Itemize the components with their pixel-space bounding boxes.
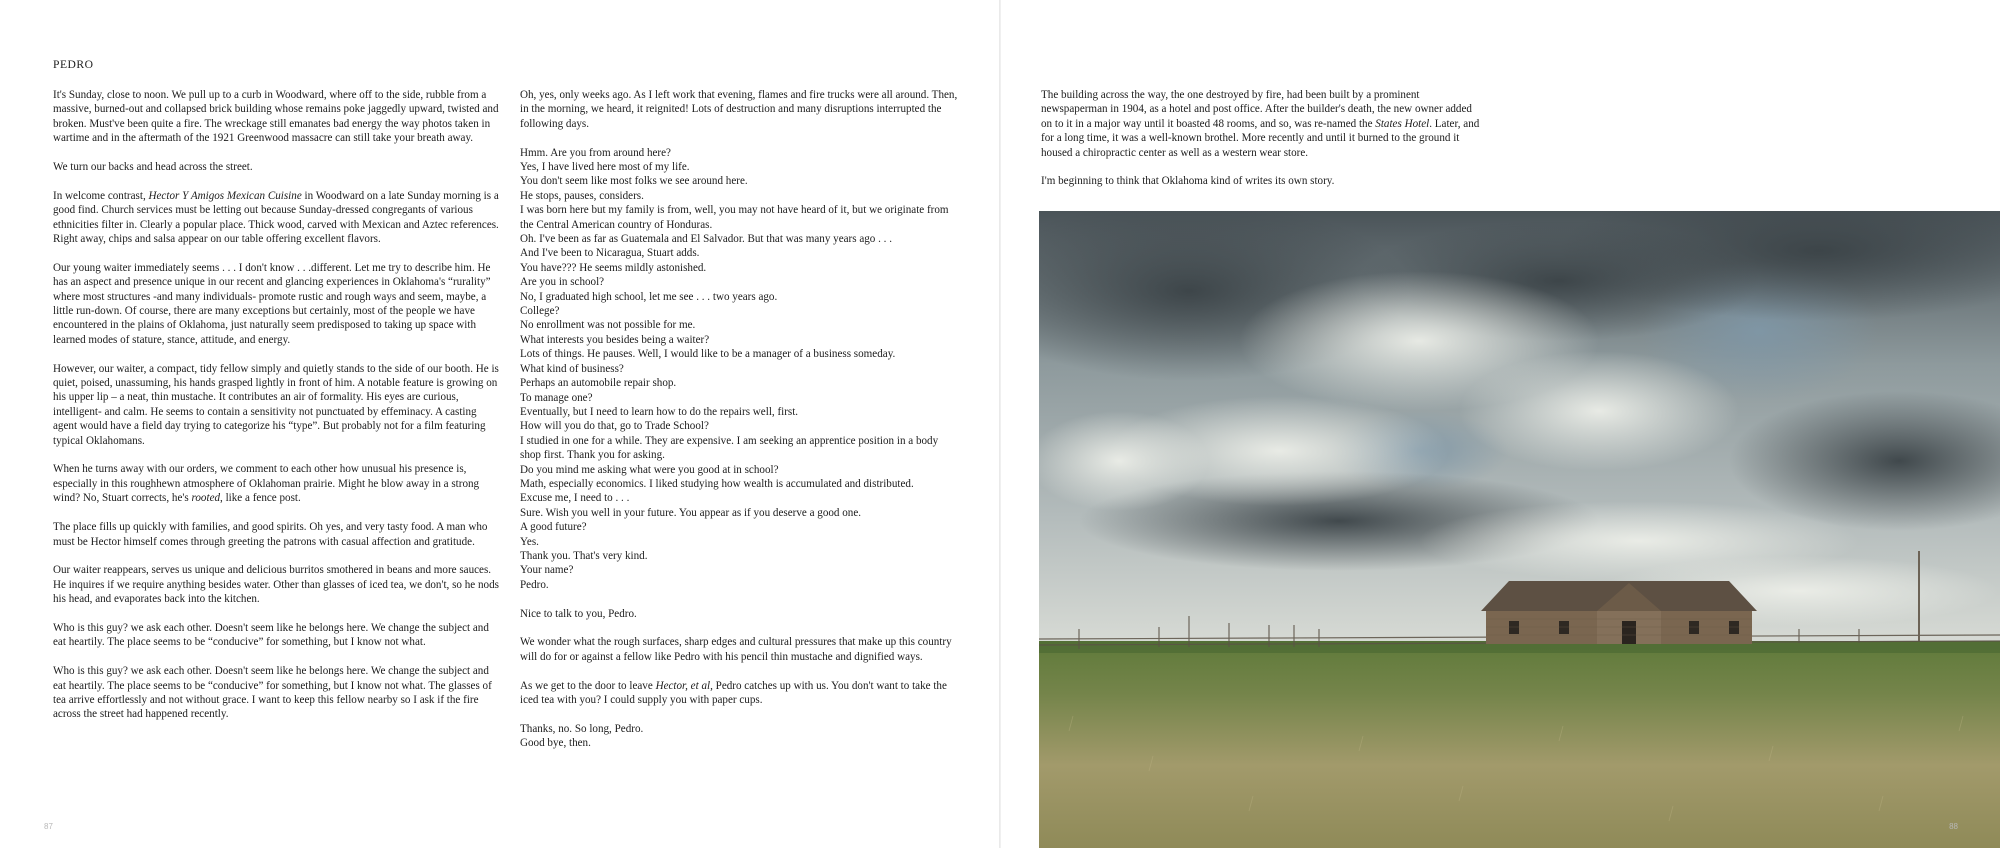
paragraph: It's Sunday, close to noon. We pull up to a curb in Woodward, where off to the side, rubble from a massive, burned-out and collapsed brick building whose remains poke jaggedly upward, twisted and broken. Must've been quite a fire. The wreckage still emanates bad energy the way photos taken in wartime and in the aftermath of the 1921 Greenwood massacre can still take your breath away. <box>53 89 499 145</box>
dialogue-line: And I've been to Nicaragua, Stuart adds. <box>520 247 700 260</box>
paragraph: Who is this guy? we ask each other. Doesn't seem like he belongs here. We change the subject and eat heartily. The place seems to be “conducive” for something, but I know not what. The glasses of tea arrive effortlessly and not without grace. I want to keep this fellow nearby so I ask if the fire across the street had happened recently. <box>53 665 492 721</box>
dialogue-line: Your name? <box>520 564 574 577</box>
dialogue-line: I studied in one for a while. They are expensive. I am seeking an apprentice position in a body shop first. Thank you for asking. <box>520 434 939 462</box>
dialogue-line: Math, especially economics. I liked studying how wealth is accumulated and distributed. <box>520 477 914 490</box>
emphasis: Hector, et al, <box>655 679 713 692</box>
dialogue-line: Do you mind me asking what were you good at in school? <box>520 463 779 476</box>
dialogue-line: Thank you. That's very kind. <box>520 549 648 562</box>
dialogue-line: How will you do that, go to Trade School? <box>520 420 709 433</box>
dialogue-line: What interests you besides being a waiter? <box>520 333 710 346</box>
dialogue-line: Thanks, no. So long, Pedro. <box>520 722 644 735</box>
dialogue-line: What kind of business? <box>520 362 624 375</box>
dialogue-line: To manage one? <box>520 391 593 404</box>
paragraph: In welcome contrast, Hector Y Amigos Mexican Cuisine in Woodward on a late Sunday morning is a good find. Church services must be letting out because Sunday-dressed congregants of various ethnicities filter in. Clearly a popular place. Thick wood, carved with Mexican and Aztec references. Right away, chips and salsa appear on our table offering excellent flavors. <box>53 189 499 246</box>
closing-block <box>520 722 960 751</box>
dialogue-line: Sure. Wish you well in your future. You appear as if you deserve a good one. <box>520 506 862 519</box>
dialogue-line: Hmm. Are you from around here? <box>520 146 671 159</box>
page-number: 87 <box>44 822 53 831</box>
emphasis: rooted <box>191 492 221 505</box>
page-title: PEDRO <box>53 58 94 71</box>
paragraph: We wonder what the rough surfaces, sharp edges and cultural pressures that make up this country will do for or against a fellow like Pedro with his pencil thin mustache and dignified ways. <box>520 636 952 663</box>
dialogue-line: Oh. I've been as far as Guatemala and El Salvador. But that was many years ago . . . <box>520 233 892 246</box>
paragraph: Our waiter reappears, serves us unique and delicious burritos smothered in beans and more sauces. He inquires if we require anything besides water. Other than glasses of iced tea, we don't, so he nods his head, and evaporates back into the kitchen. <box>53 564 499 606</box>
hotel-name: States Hotel <box>1375 117 1430 130</box>
paragraph: The place fills up quickly with families, and good spirits. Oh yes, and very tasty food. A man who must be Hector himself comes through greeting the patrons with casual affection and gratitude. <box>53 521 488 548</box>
dialogue-line: He stops, pauses, considers. <box>520 189 644 202</box>
dialogue-line: No, I graduated high school, let me see . . . two years ago. <box>520 290 778 303</box>
paragraph: However, our waiter, a compact, tidy fellow simply and quietly stands to the side of our booth. He is quiet, poised, unassuming, his hands grasped lightly in front of him. A notable feature is growing on his upper lip – a neat, thin mustache. It contributes an air of formality. His eyes are curious, intelligent- and calm. He seems to contain a sensitivity not punctuated by effeminacy. A casting agent would have a field day trying to categorize his “type”. But probably not for a film featuring typical Oklahomans. <box>53 362 499 447</box>
dialogue-line: Pedro. <box>520 578 549 591</box>
dialogue-block <box>520 146 960 593</box>
paragraph: Our young waiter immediately seems . . . I don't know . . .different. Let me try to describe him. He has an aspect and presence unique in our recent and glancing experiences in Oklahoma's “rurality” where most structures -and many individuals- promote rustic and rough ways and seem, maybe, a little run-down. Of course, there are many exceptions but certainly, most of the people we have encountered in the plains of Oklahoma, just naturally seem predisposed to taking up space with learned modes of stature, stance, attitude, and energy. <box>53 261 491 346</box>
text-column-1 <box>53 88 499 736</box>
prairie-farmhouse-photo <box>1039 211 2000 848</box>
dialogue-line: Are you in school? <box>520 276 605 289</box>
paragraph: Nice to talk to you, Pedro. <box>520 607 637 620</box>
light-cloud <box>1459 351 1739 471</box>
restaurant-name: Hector Y Amigos Mexican Cuisine <box>148 189 302 202</box>
paragraph: We turn our backs and head across the street. <box>53 161 253 174</box>
dialogue-line: Yes. <box>520 535 539 548</box>
text-column-3 <box>1041 88 1481 203</box>
dialogue-line: A good future? <box>520 521 587 534</box>
dialogue-line: I was born here but my family is from, well, you may not have heard of it, but we originate from the Central American country of Honduras. <box>520 204 949 231</box>
paragraph: As we get to the door to leave Hector, et al, Pedro catches up with us. You don't want to take the iced tea with you? I could supply you with paper cups. <box>520 679 947 706</box>
dialogue-line: Yes, I have lived here most of my life. <box>520 161 690 174</box>
dialogue-line: Eventually, but I need to learn how to do the repairs well, first. <box>520 405 799 418</box>
dialogue-line: College? <box>520 305 560 318</box>
farmhouse <box>1481 581 1757 644</box>
left-page <box>0 0 999 848</box>
dialogue-line: You don't seem like most folks we see around here. <box>520 175 748 188</box>
dialogue-line: Lots of things. He pauses. Well, I would like to be a manager of a business someday. <box>520 348 896 361</box>
dialogue-line: Excuse me, I need to . . . <box>520 492 630 505</box>
paragraph: Oh, yes, only weeks ago. As I left work that evening, flames and fire trucks were all around. Then, in the morning, we heard, it reignited! Lots of destruction and many disruptions interrupted the following days. <box>520 89 958 130</box>
page-number: 88 <box>1949 822 1958 831</box>
dialogue-line: You have??? He seems mildly astonished. <box>520 261 707 274</box>
paragraph: The building across the way, the one destroyed by fire, had been built by a prominent newspaperman in 1904, as a hotel and post office. After the builder's death, the new owner added on to it in a major way until it boasted 48 rooms, and so, was re-named the States Hotel. Later, and for a long time, it was a well-known brothel. More recently and until it burned to the ground it housed a chiropractic center as well as a western wear store. <box>1041 89 1480 159</box>
paragraph: When he turns away with our orders, we comment to each other how unusual his presence is, especially in this roughhewn atmosphere of Oklahoman prairie. Might he blow away in a strong wind? No, Stuart corrects, he's rooted, like a fence post. <box>53 463 480 505</box>
text-column-2 <box>520 88 960 765</box>
dialogue-line: Good bye, then. <box>520 737 591 750</box>
paragraph: Who is this guy? we ask each other. Doesn't seem like he belongs here. We change the subject and eat heartily. The place seems to be “conducive” for something, but I know not what. <box>53 621 489 649</box>
grass-field <box>1039 641 2000 848</box>
paragraph: I'm beginning to think that Oklahoma kind of writes its own story. <box>1041 175 1335 188</box>
right-page <box>1001 0 2000 848</box>
dialogue-line: No enrollment was not possible for me. <box>520 319 696 332</box>
dialogue-line: Perhaps an automobile repair shop. <box>520 377 677 390</box>
